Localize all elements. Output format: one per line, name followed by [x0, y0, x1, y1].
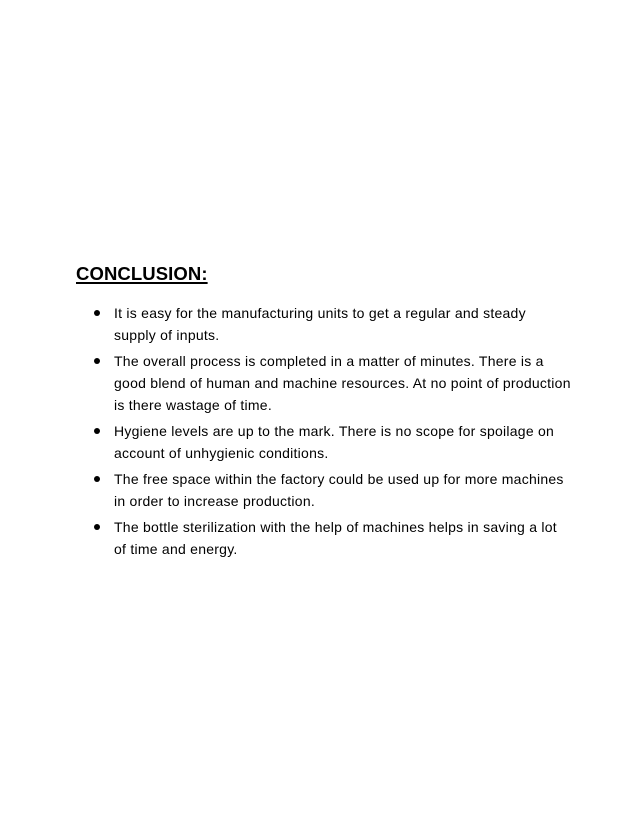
- section-heading: CONCLUSION:: [76, 263, 208, 284]
- bullet-icon: [94, 524, 100, 530]
- list-item: [91, 350, 571, 416]
- list-item-text: The overall process is completed in a matter of minutes. There is a good blend of human and machine resources. At no point of production is there wastage of time.: [114, 353, 571, 413]
- list-item-text: It is easy for the manufacturing units to get a regular and steady supply of inputs.: [114, 305, 526, 343]
- bullet-icon: [94, 310, 100, 316]
- list-item-text: Hygiene levels are up to the mark. There is no scope for spoilage on account of unhygienic conditions.: [114, 423, 555, 461]
- list-item-text: The bottle sterilization with the help of machines helps in saving a lot of time and energy.: [114, 519, 557, 557]
- bullet-icon: [94, 358, 100, 364]
- list-item-text: The free space within the factory could be used up for more machines in order to increase production.: [114, 471, 564, 509]
- list-item: [91, 468, 571, 512]
- bullet-icon: [94, 476, 100, 482]
- list-item: [91, 420, 571, 464]
- bullet-icon: [94, 428, 100, 434]
- conclusion-list: [91, 302, 571, 564]
- list-item: [91, 516, 571, 560]
- list-item: [91, 302, 571, 346]
